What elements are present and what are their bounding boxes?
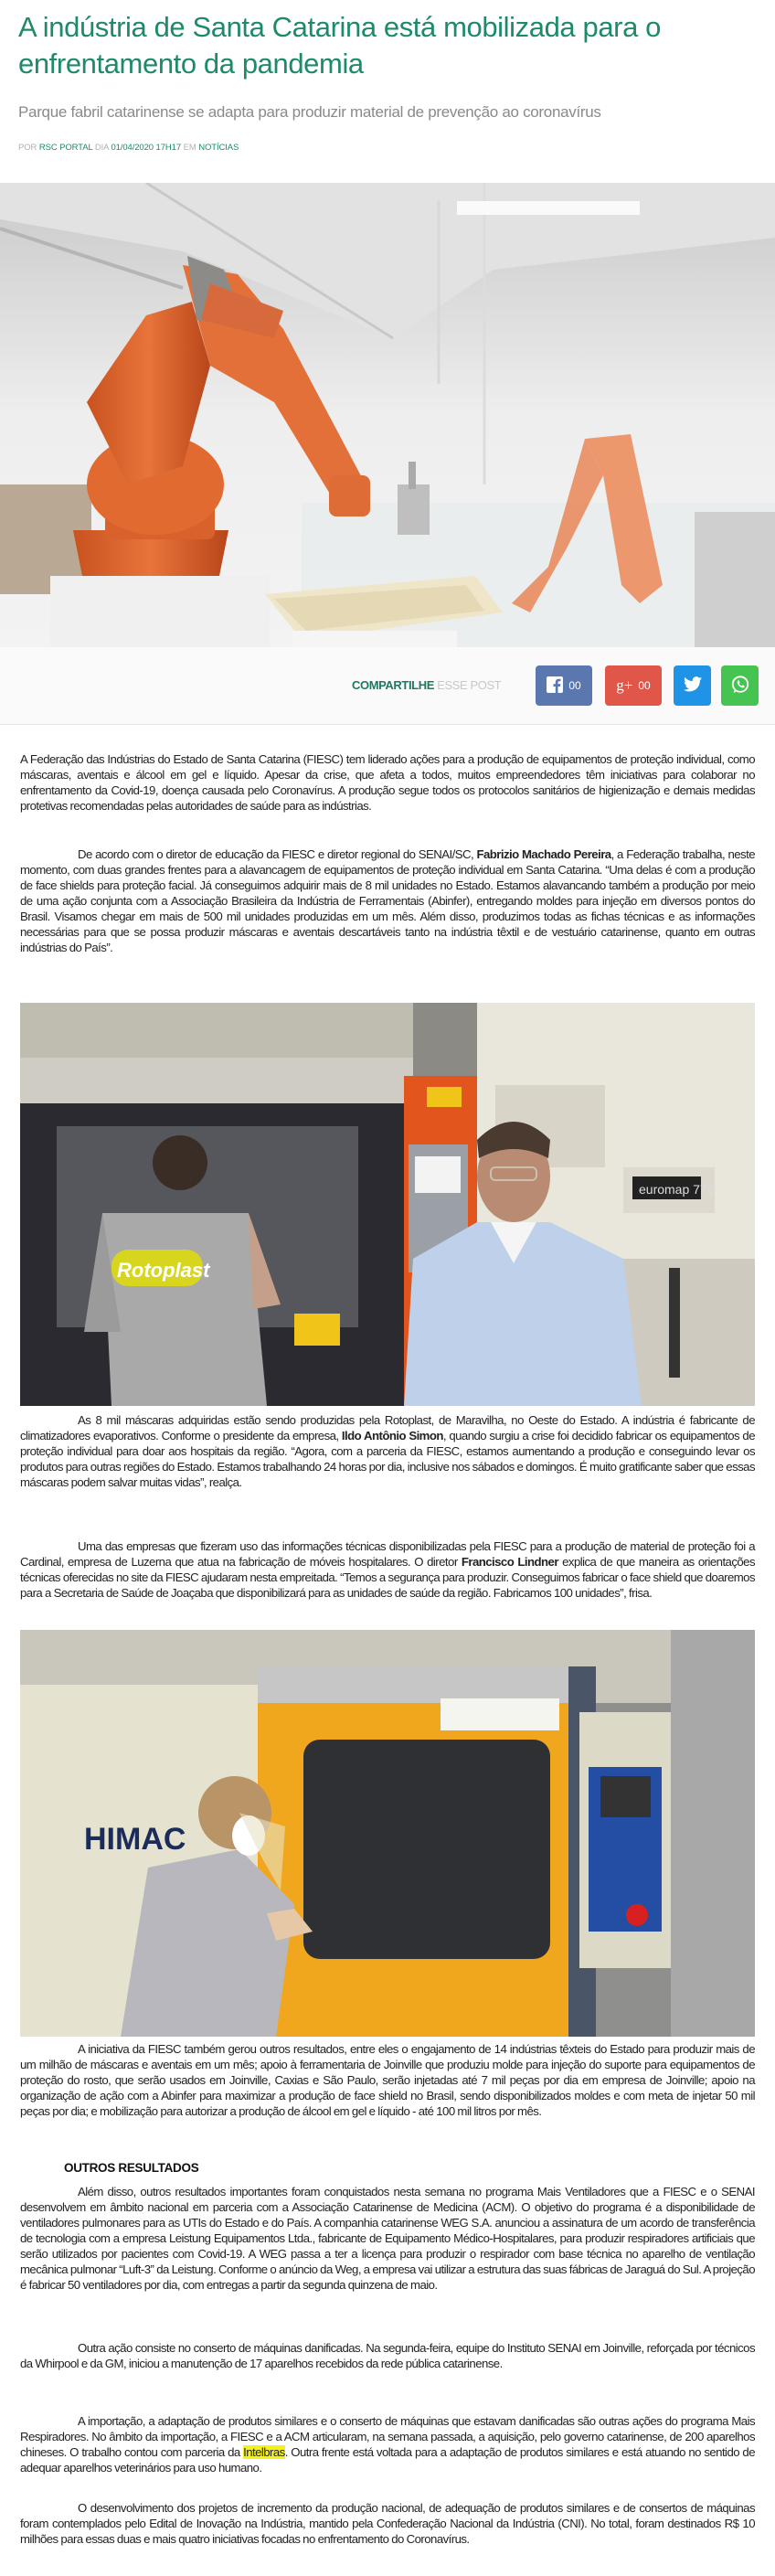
article-image-cardinal xyxy=(20,1630,755,2037)
facebook-icon xyxy=(547,676,563,696)
facebook-share-button[interactable] xyxy=(536,665,592,706)
person-name: Ildo Antônio Simon xyxy=(341,1429,443,1442)
paragraph-text: explica de que maneira as orientações técnicas oferecidas no site da FIESC ajudaram nesta empreitada. “Temos a segurança para produzir. Conseguimos fabricar o face shield que doaremos para a Secretaria de Saúde de Joaçaba que disponibilizará para as unidades de saúde da região. Fabricamos 100 unidades”, frisa. xyxy=(20,1555,755,1600)
photo-worker-injection-machine xyxy=(20,1630,755,2037)
article-paragraph xyxy=(20,1412,755,1490)
paragraph-text: , a Federação trabalha, neste momento, com duas grandes frentes para a alavancagem de equipamentos de proteção individual em Santa Catarina. “Uma delas é com a produção de face shields para proteção facial. Já conseguimos adquirir mais de 8 mil unidades no Estado. Estamos alavancando também a produção por meio de uma ação conjunta com a Associação Brasileira da Indústria de Ferramentais (Abinfer), entregando moldes para injeção em diversos pontos do Brasil. Visamos chegar em mais de 500 mil unidades produzidas em um mês. Além disso, produzimos todas as fichas técnicas e as informações necessárias para que se possa produzir máscaras e aventais descartáveis tanto na indústria têxtil e de vestuário catarinense, quanto em outras indústrias do País”. xyxy=(20,847,755,954)
twitter-share-button[interactable] xyxy=(674,665,711,706)
share-label-light: ESSE POST xyxy=(437,678,502,692)
article-image-rotoplast xyxy=(20,1003,755,1406)
hero-image xyxy=(0,183,775,647)
shirt-logo: Rotoplast xyxy=(117,1259,210,1282)
paragraph-text: As 8 mil máscaras adquiridas estão sendo produzidas pela Rotoplast, de Maravilha, no Oeste do Estado. A indústria é fabricante de climatizadores evaporativos. Conforme o presidente da empresa, xyxy=(20,1413,755,1442)
article-paragraph xyxy=(20,846,755,955)
article-paragraph: Outra ação consiste no conserto de máquinas danificadas. Na segunda-feira, equipe do Instituto SENAI em Joinville, reforçada por técnicos da Whirpool e da GM, iniciou a manutenção de 17 aparelhos recebidos da rede pública catarinense. xyxy=(20,2341,755,2370)
article-title: A indústria de Santa Catarina está mobilizada para o enfrentamento da pandemia xyxy=(18,11,661,80)
highlighted-term: Intelbras xyxy=(243,2445,285,2459)
share-label-strong: COMPARTILHE xyxy=(352,678,434,692)
machine-label: euromap 770 xyxy=(639,1182,715,1197)
meta-datetime: 01/04/2020 17H17 xyxy=(111,143,182,153)
share-label xyxy=(352,678,501,692)
twitter-icon xyxy=(684,676,702,695)
article-subtitle: Parque fabril catarinense se adapta para produzir material de prevenção ao coronavírus xyxy=(18,103,601,121)
photo-factory-workers xyxy=(20,1003,755,1406)
meta-by: POR xyxy=(18,143,37,153)
paragraph-text: , quando surgiu a crise foi decidido fabricar os equipamentos de proteção individual para doar aos hospitais da região. “Agora, com a parceria da FIESC, estamos aumentando a produção e conseguindo levar os produtos para outras regiões do Estado. Estamos trabalhando 24 horas por dia, inclusive nos sábados e domingos. É muito gratificante saber que essas máscaras podem salvar muitas vidas”, realça. xyxy=(20,1429,756,1489)
person-name: Francisco Lindner xyxy=(461,1555,558,1569)
person-name: Fabrizio Machado Pereira xyxy=(476,847,611,861)
meta-date-prefix: DIA xyxy=(94,143,109,153)
article-paragraph xyxy=(20,1538,755,1601)
share-bar xyxy=(0,647,775,725)
google-plus-icon: g+ xyxy=(616,676,633,694)
facebook-share-count: 00 xyxy=(568,679,581,692)
machine-brand: HIMAC xyxy=(84,1822,186,1857)
whatsapp-icon xyxy=(730,675,750,697)
paragraph-text: Uma das empresas que fizeram uso das informações técnicas disponibilizadas pela FIESC para a produção de material de proteção foi a Cardinal, empresa de Luzerna que atua na fabricação de móveis hospitalares. O diretor xyxy=(20,1539,755,1569)
paragraph-text: . Outra frente está voltada para a adaptação de produtos similares e está atuando no sentido de adequar aparelhos veterinários para uso humano. xyxy=(20,2445,756,2475)
section-heading: OUTROS RESULTADOS xyxy=(64,2161,199,2175)
whatsapp-share-button[interactable] xyxy=(721,665,759,706)
google-plus-share-button[interactable] xyxy=(605,665,662,706)
meta-category-link[interactable]: NOTÍCIAS xyxy=(198,143,239,153)
article-paragraph: O desenvolvimento dos projetos de incremento da produção nacional, de adequação de produtos similares e de consertos de máquinas foram contemplados pelo Edital de Inovação na Indústria, mantido pela Confederação Nacional da Indústria (CNI). No total, foram destinados R$ 10 milhões para essas duas e mais quatro iniciativas focadas no enfrentamento do Coronavírus. xyxy=(20,2501,755,2546)
google-plus-share-count: 00 xyxy=(638,679,651,692)
article-paragraph: Além disso, outros resultados importantes foram conquistados nesta semana no programa Mais Ventiladores que a FIESC e o SENAI desenvolvem em âmbito nacional em parceria com a Associação Catarinense de Medicina (ACM). O objetivo do programa é a disponibilidade de ventiladores pulmonares para as UTIs do Estado e do País. A companhia catarinense WEG S.A. anunciou a assinatura de um acordo de transferência de tecnologia com a empresa Leistung Equipamentos Ltda., fabricante de Equipamento Médico-Hospitalares, para produzir respiradores artificiais que serão utilizados por pacientes com Covid-19. A WEG passa a ter a licença para produzir o respirador com base técnica no aparelho de ventilação mecânica pulmonar “Luft-3” da Leistung. Conforme o anúncio da Weg, a empresa vai utilizar a estrutura das suas fábricas de Jaraguá do Sul. A projeção é fabricar 50 ventiladores por dia, com entregas a partir da segunda quinzena de maio. xyxy=(20,2185,755,2292)
meta-category-prefix: EM xyxy=(183,143,196,153)
meta-author-link[interactable]: RSC PORTAL xyxy=(38,143,93,153)
hero-photo-robots xyxy=(0,183,775,647)
paragraph-text: A importação, a adaptação de produtos similares e o conserto de máquinas que estavam danificadas são outras ações do programa Mais Respiradores. No âmbito da importação, a FIESC e a ACM articularam, na semana passada, a aquisição, pelo governo catarinense, de 200 aparelhos chineses. O trabalho contou com parceria da xyxy=(20,2414,755,2459)
article-paragraph: A Federação das Indústrias do Estado de Santa Catarina (FIESC) tem liderado ações para a produção de equipamentos de proteção individual, como máscaras, aventais e álcool em gel e líquido. Apesar da crise, que afeta a todos, muitos empreendedores têm iniciativas para colaborar no enfrentamento da Covid-19, doença causada pelo Coronavírus. A produção segue todos os protocolos sanitários de higienização e demais medidas protetivas recomendadas pelas autoridades de saúde para as indústrias. xyxy=(20,752,755,813)
article-meta xyxy=(18,143,239,153)
paragraph-text: De acordo com o diretor de educação da FIESC e diretor regional do SENAI/SC, xyxy=(78,847,477,861)
article-paragraph: A iniciativa da FIESC também gerou outros resultados, entre eles o engajamento de 14 indústrias têxteis do Estado para produzir mais de um milhão de máscaras e aventais em um mês; apoio à ferramentaria de Joinville que produziu molde para injeção do suporte para equipamentos de proteção do rosto, que serão usados em Joinville, Caxias e São Paulo, serão injetadas até 7 mil peças por dia em empresa de Joinville; apoio na organização de ação com a Abinfer para maximizar a produção de face shield no Brasil, sendo disponibilizados moldes e com meta de injetar 50 mil peças por dia; e mobilização para autorizar a produção de álcool em gel e líquido - até 100 mil litros por mês. xyxy=(20,2042,755,2118)
article-paragraph xyxy=(20,2413,755,2475)
